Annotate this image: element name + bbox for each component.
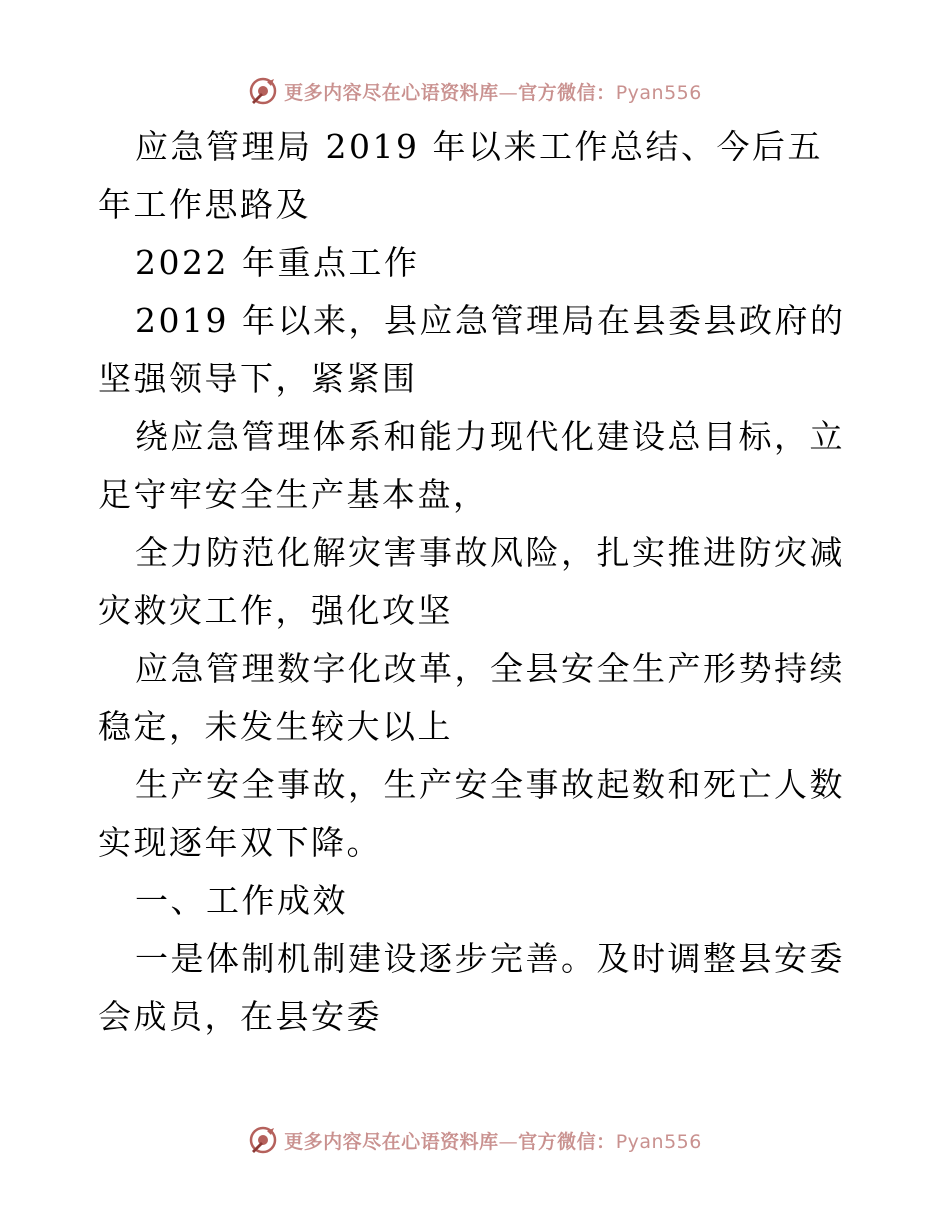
- paragraph: 全力防范化解灾害事故风险，扎实推进防灾减灾救灾工作，强化攻坚: [98, 533, 845, 630]
- watermark-text: [284, 78, 702, 105]
- paragraph-title: 应急管理局 2019 年以来工作总结、今后五年工作思路及: [98, 127, 823, 224]
- pen-nib-circle-icon: [248, 76, 278, 106]
- paragraph: 应急管理数字化改革，全县安全生产形势持续稳定，未发生较大以上: [98, 649, 845, 746]
- wechat-label: 官方微信：: [518, 1130, 616, 1153]
- paragraph: 绕应急管理体系和能力现代化建设总目标，立足守牢安全生产基本盘，: [98, 417, 845, 514]
- footer-watermark-banner: [0, 1120, 950, 1160]
- watermark-text: [284, 1127, 702, 1154]
- document-body: [98, 118, 858, 1046]
- separator-dash: —: [498, 81, 519, 104]
- wechat-id: Pyan556: [615, 81, 702, 104]
- separator-dash: —: [498, 1130, 519, 1153]
- promo-text: 更多内容尽在心语资料库: [284, 1130, 499, 1153]
- section-heading: 一、工作成效: [135, 881, 348, 920]
- paragraph-subtitle: 2022 年重点工作: [135, 243, 420, 282]
- wechat-label: 官方微信：: [518, 81, 616, 104]
- wechat-id: Pyan556: [615, 1130, 702, 1153]
- promo-text: 更多内容尽在心语资料库: [284, 81, 499, 104]
- pen-nib-circle-icon: [248, 1125, 278, 1155]
- header-watermark-banner: [0, 71, 950, 111]
- paragraph: 生产安全事故，生产安全事故起数和死亡人数实现逐年双下降。: [98, 765, 845, 862]
- paragraph: 一是体制机制建设逐步完善。及时调整县安委会成员，在县安委: [98, 939, 845, 1036]
- paragraph: 2019 年以来，县应急管理局在县委县政府的坚强领导下，紧紧围: [98, 301, 846, 398]
